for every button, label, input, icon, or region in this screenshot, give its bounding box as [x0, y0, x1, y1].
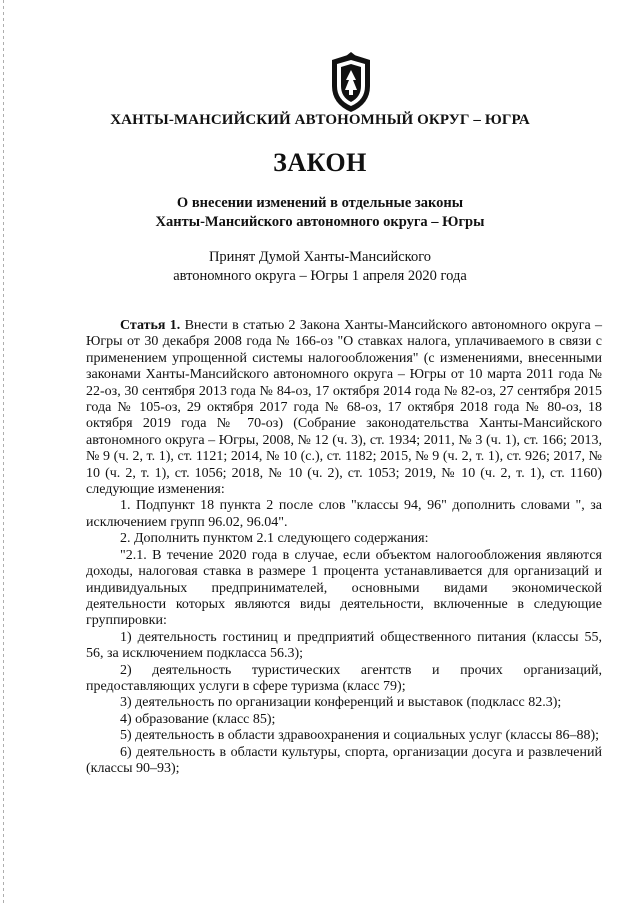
subitem-3: 3) деятельность по организации конференций и выставок (подкласс 82.3); — [120, 695, 562, 711]
article-text: Внести в статью 2 Закона Ханты-Мансийского автономного округа – Югры от 30 декабря 2008 года № 166-оз "О ставках налога, уплачиваемого в связи с применением упрощенной системы налогообложения" (с изменениями, внесенными законами Ханты-Мансийского автономного округа – Югры от 10 марта 2011 года № 22-оз, 30 сентября 2013 года № 84-оз, 17 октября 2014 года № 82-оз, 27 сентября 2015 года № 105-оз, 29 октября 2017 года № 68-оз, 17 октября 2018 года № 80-оз, 18 октября 2019 года № 70-оз) (Собрание законодательства Ханты-Мансийского автономного округа – Югры, 2008, № 12 (ч. 3), ст. 1934; 2011, № 3 (ч. 1), ст. 166; 2013, № 9 (ч. 2, т. 1), ст. 1121; 2014, № 10 (с.), ст. 1182; 2015, № 9 (ч. 2, т. 1), ст. 926; 2017, № 10 (ч. 2, т. 1), ст. 1056; 2018, № 10 (ч. 2), ст. 1053; 2019, № 10 (ч. 2, т. 1), ст. 1160) следующие изменения: — [86, 318, 603, 498]
paragraph-2-1: "2.1. В течение 2020 года в случае, если объектом налогообложения являются доходы, налоговая ставка в размере 1 процента устанавливается для организаций и индивидуальных предпринимателей, основными видами экономической деятельности которых являются виды деятельности, включенные в следующие группировки: — [86, 547, 602, 629]
article-label: Статья 1. — [120, 318, 181, 333]
document-type-heading: ЗАКОН — [273, 148, 367, 177]
law-body — [86, 318, 602, 777]
region-heading: ХАНТЫ-МАНСИЙСКИЙ АВТОНОМНЫЙ ОКРУГ – ЮГРА — [110, 112, 530, 128]
subitem-2: 2) деятельность туристических агентств и прочих организаций, предоставляющих услуги в сфере туризма (класс 79); — [86, 662, 602, 694]
article-1-paragraph — [86, 318, 602, 498]
subitem-5: 5) деятельность в области здравоохранения и социальных услуг (классы 86–88); — [120, 728, 600, 744]
law-subtitle — [0, 194, 640, 232]
subitem-1: 1) деятельность гостиниц и предприятий общественного питания (классы 55, 56, за исключением подкласса 56.3); — [86, 629, 602, 662]
subtitle-line-1: О внесении изменений в отдельные законы — [176, 195, 464, 211]
adoption-line-1: Принят Думой Ханты-Мансийского — [208, 249, 432, 265]
item-1: 1. Подпункт 18 пункта 2 после слов "классы 94, 96" дополнить словами ", за исключением групп 96.02, 96.04". — [86, 498, 602, 530]
subitem-6: 6) деятельность в области культуры, спорта, организации досуга и развлечений (классы 90–93); — [86, 744, 602, 776]
adoption-line-2: автономного округа – Югры 1 апреля 2020 года — [173, 268, 467, 284]
adoption-note — [0, 248, 640, 286]
item-2: 2. Дополнить пунктом 2.1 следующего содержания: — [120, 531, 429, 547]
subtitle-line-2: Ханты-Мансийского автономного округа – Югры — [155, 214, 485, 230]
subitem-4: 4) образование (класс 85); — [120, 711, 276, 727]
coat-of-arms-icon — [326, 52, 376, 114]
scan-edge-line — [3, 0, 4, 905]
